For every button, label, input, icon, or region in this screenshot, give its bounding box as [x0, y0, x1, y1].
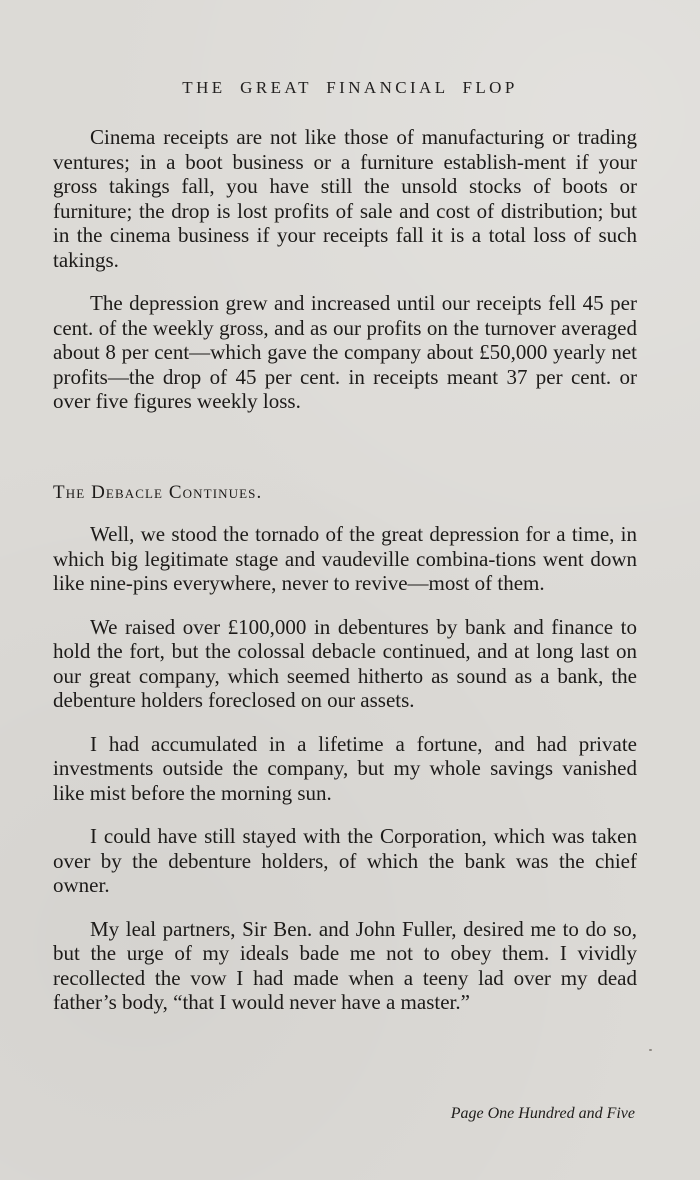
opening-text-block	[53, 125, 637, 414]
paragraph-tornado: Well, we stood the tornado of the great depression for a time, in which big legitimate stage and vaudeville combina-tions went down like nine-pins everywhere, never to revive—most of them.	[53, 522, 637, 595]
paragraph-fortune-vanished: I had accumulated in a lifetime a fortune, and had private investments outside the company, but my whole savings vanished like mist before the morning sun.	[53, 731, 637, 805]
page-speck-mark	[649, 1049, 652, 1051]
paragraph-cinema-receipts: Cinema receipts are not like those of manufacturing or trading ventures; in a boot business or a furniture establish-ment if your gross takings fall, you have still the unsold stocks of boots or furniture; the drop is lost profits of sale and cost of distribution; but in the cinema business if your receipts fall it is a total loss of such takings.	[53, 125, 637, 272]
running-header: THE GREAT FINANCIAL FLOP	[182, 78, 518, 97]
page-number: Page One Hundred and Five	[450, 1105, 635, 1122]
paragraph-corporation: I could have still stayed with the Corporation, which was taken over by the debenture holders, of which the bank was the chief owner.	[53, 824, 637, 897]
paragraph-depression-grew: The depression grew and increased until our receipts fell 45 per cent. of the weekly gross, and as our profits on the turnover averaged about 8 per cent—which gave the company about £50,000 yearly net profits—the drop of 45 per cent. in receipts meant 37 per cent. or over five figures weekly loss.	[53, 291, 637, 413]
paragraph-leal-partners: My leal partners, Sir Ben. and John Fuller, desired me to do so, but the urge of my ideals bade me not to obey them. I vividly recollected the vow I had made when a teeny lad over my dead father’s body, “that I would never have a master.”	[53, 916, 637, 1014]
continued-text-block	[53, 522, 637, 1015]
paragraph-debentures: We raised over £100,000 in debentures by bank and finance to hold the fort, but the colossal debacle continued, and at long last on our great company, which seemed hitherto as sound as a bank, the debenture holders foreclosed on our assets.	[53, 614, 637, 712]
section-heading: The Debacle Continues.	[53, 482, 263, 503]
